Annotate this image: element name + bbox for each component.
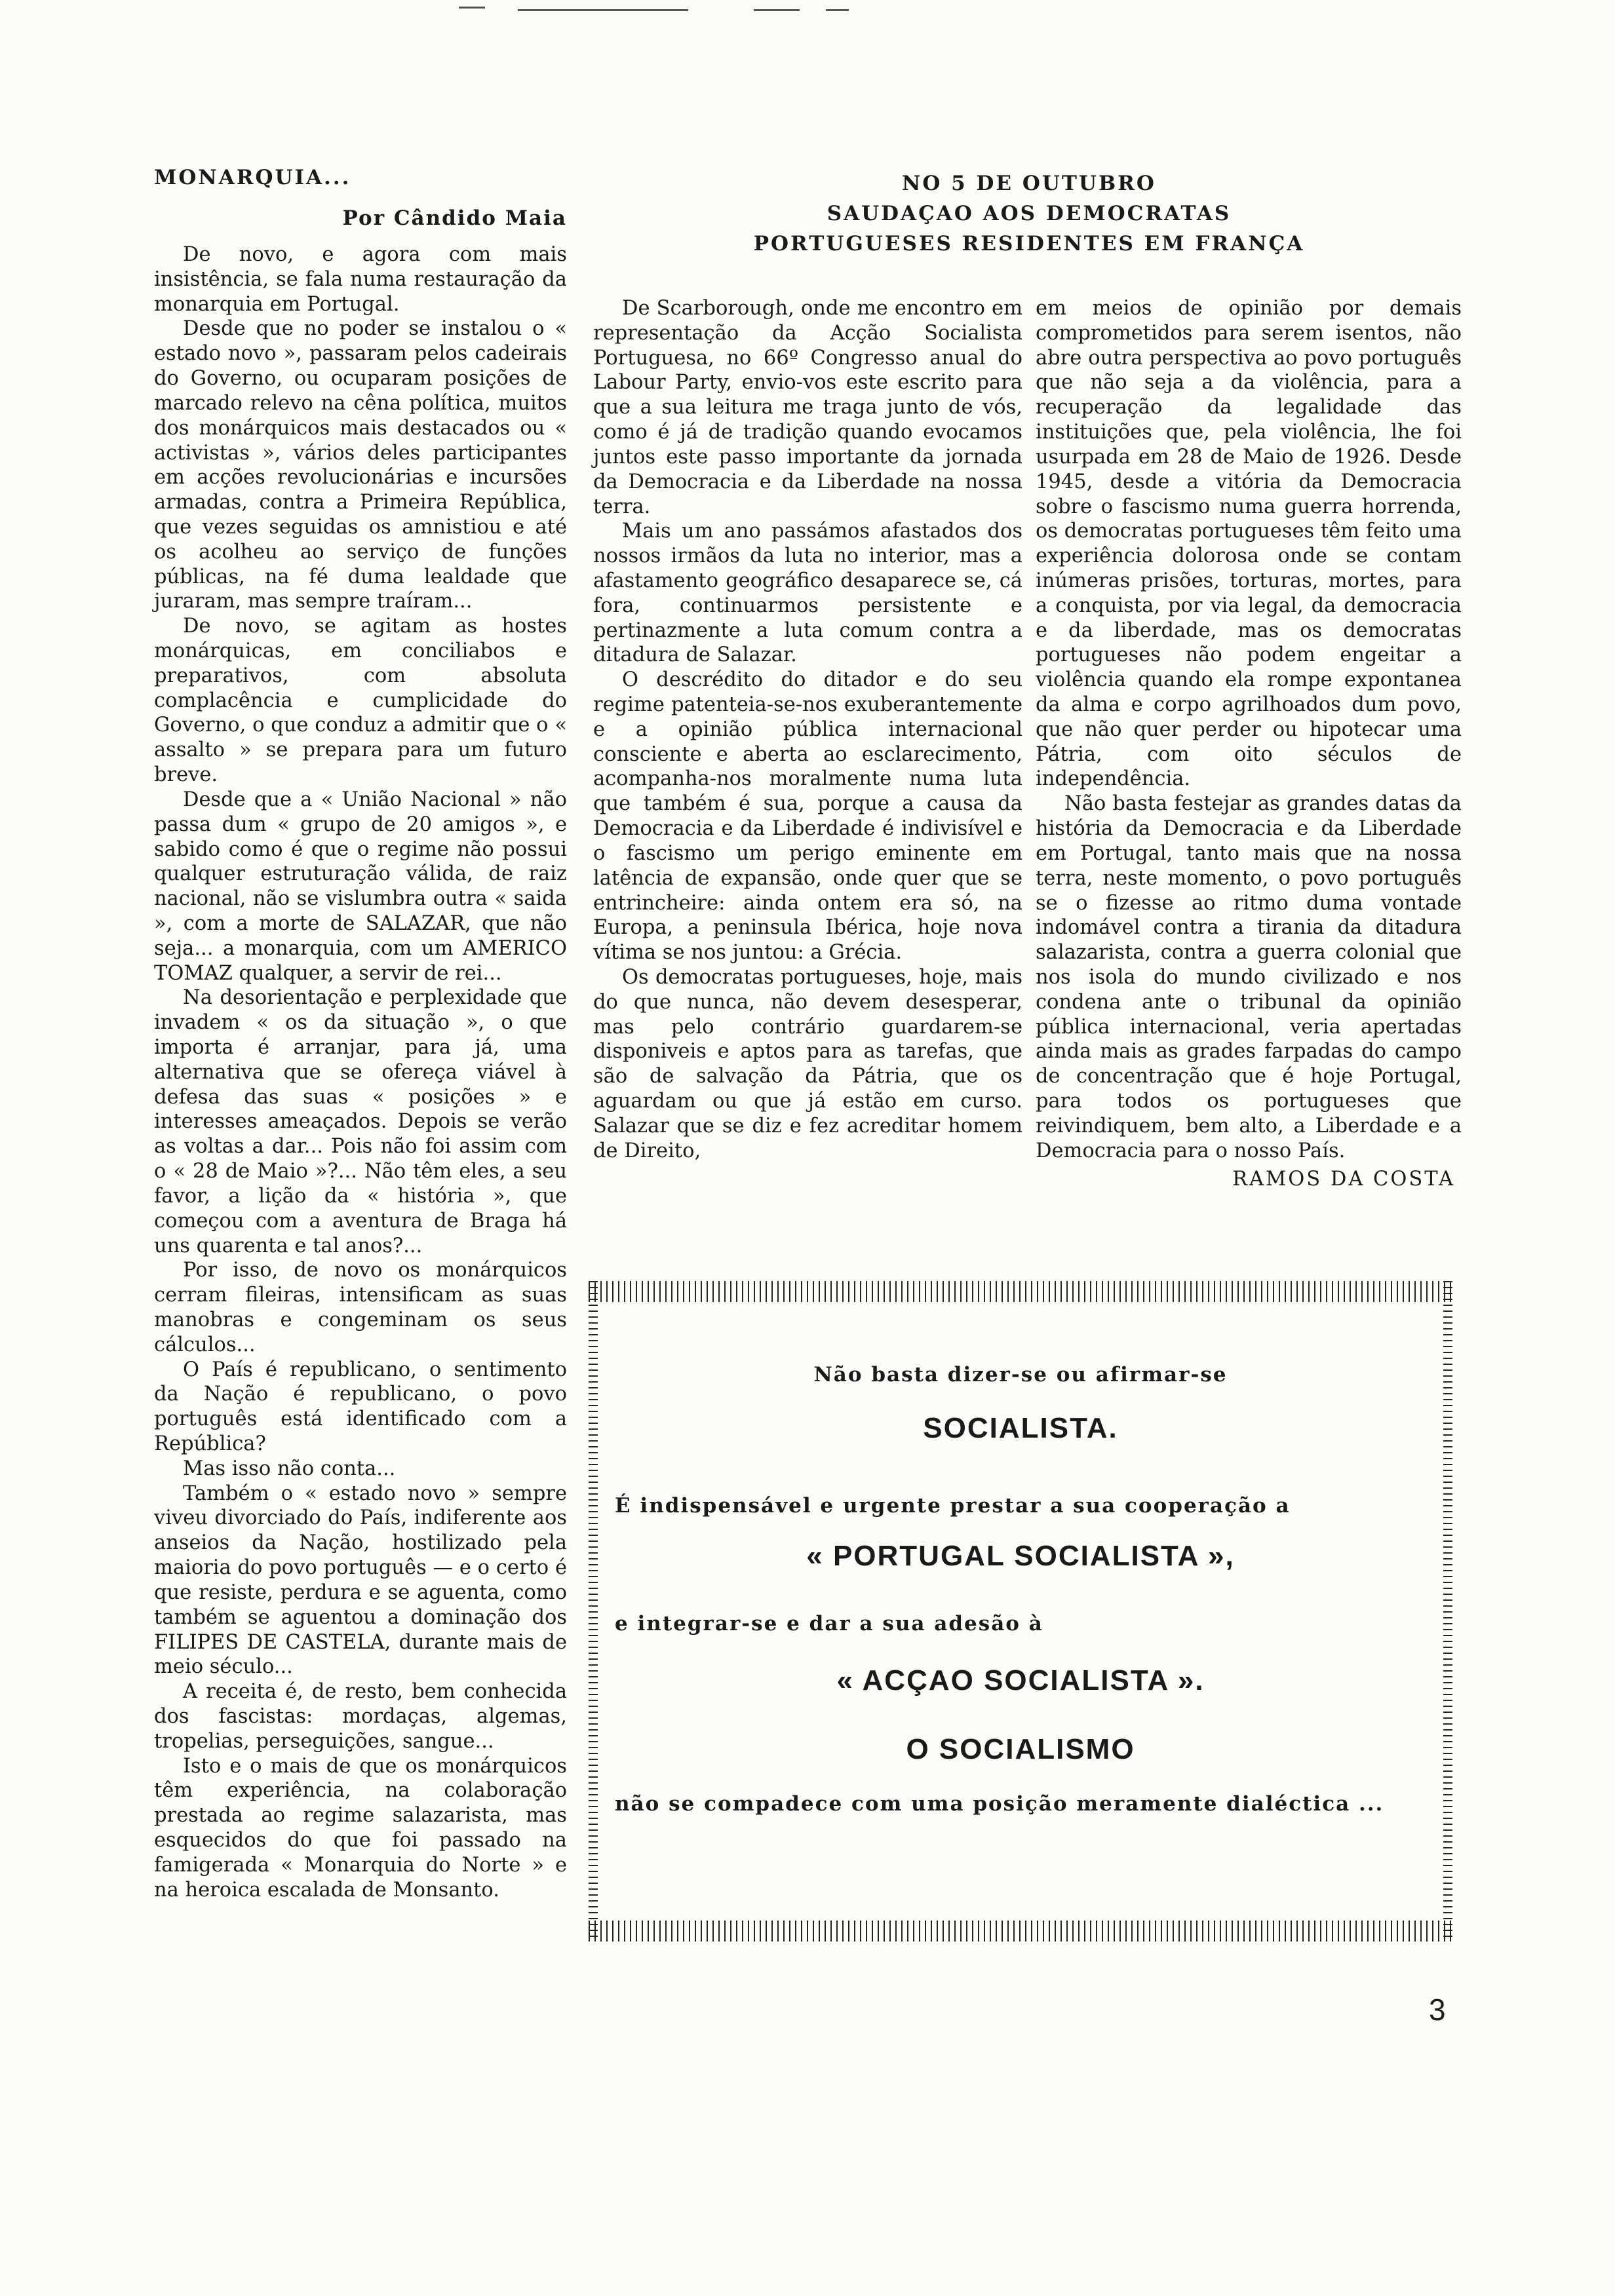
paragraph: Mais um ano passámos afastados dos nossos irmãos da luta no interior, mas a afastamento geográfico desaparece se, cá fora, continuarmos persistente e pertinazmente a luta comum contra a ditadura de Salazar. — [593, 520, 1022, 667]
paragraph: Mas isso não conta... — [183, 1457, 396, 1480]
ad-border-right — [1443, 1281, 1452, 1942]
paragraph: Na desorientação e perplexidade que invadem « os da situação », o que importa é arranjar, para já, uma alternativa que se ofereça viável à defesa das suas « posições » e interesses ameaçados. Depois se verão as voltas a dar... Pois não foi assim com o « 28 de Maio »?... Não têm eles, a seu favor, a lição da « história », que começou com a aventura de Braga há uns quarenta e tal anos?... — [154, 986, 567, 1257]
article-body — [154, 242, 567, 1902]
article-byline: Por Cândido Maia — [342, 206, 567, 230]
paragraph: De novo, se agitam as hostes monárquicas, em conciliabos e preparativos, com absoluta complacência e cumplicidade do Governo, o que conduz a admitir que o « assalto » se prepara para um futuro breve. — [154, 615, 567, 787]
title-line: NO 5 DE OUTUBRO — [902, 172, 1156, 195]
paragraph: De Scarborough, onde me encontro em representação da Acção Socialista Portuguesa, no 66º Congresso anual do Labour Party, envio-vos este escrito para que a sua leitura me traga junto de vós, como é já de tradição quando evocamos juntos este passo importante da jornada da Democracia e da Liberdade na nossa terra. — [593, 297, 1022, 518]
ad-heading: O SOCIALISMO — [906, 1733, 1135, 1765]
article-saudacao-column-b — [1036, 296, 1462, 1192]
ad-line: É indispensável e urgente prestar a sua cooperação a — [615, 1494, 1291, 1518]
ad-line: e integrar-se e dar a sua adesão à — [615, 1612, 1043, 1636]
paragraph: Não basta festejar as grandes datas da história da Democracia e da Liberdade em Portugal, tanto mais que na nossa terra, neste momento, o povo português se o fizesse ao ritmo duma vontade indomável contra a tirania da ditadura salazarista, contra a guerra colonial que nos isola do mundo civilizado e nos condena ante o tribunal da opinião pública internacional, veria apertadas ainda mais as grades farpadas do campo de concentração que é hoje Portugal, para todos os portugueses que reivindiquem, bem alto, a Liberdade e a Democracia para o nosso País. — [1036, 792, 1462, 1162]
ad-heading: SOCIALISTA. — [923, 1412, 1118, 1444]
ad-border-left — [589, 1281, 598, 1942]
paragraph: Os democratas portugueses, hoje, mais do que nunca, não devem desesperar, mas pelo contrário guardarem-se disponiveis e aptos para as tarefas, que são de salvação da Pátria, que os aguardam ou que já estão em curso. Salazar que se diz e fez acreditar homem de Direito, — [593, 965, 1022, 1162]
paragraph: Isto e o mais de que os monárquicos têm experiência, na colaboração prestada ao regime salazarista, mas esquecidos do que foi passado na famigerada « Monarquia do Norte » e na heroica escalada de Monsanto. — [154, 1754, 567, 1902]
paragraph: Por isso, de novo os monárquicos cerram fileiras, intensificam as suas manobras e congeminam os seus cálculos... — [154, 1259, 567, 1356]
paragraph: em meios de opinião por demais comprometidos para serem isentos, não abre outra perspectiva ao povo português que não seja a da violência, para a recuperação da legalidade das instituições que, pela violência, lhe foi usurpada em 28 de Maio de 1926. Desde 1945, desde a vitória da Democracia sobre o fascismo numa guerra horrenda, os democratas portugueses têm feito uma experiência dolorosa onde se contam inúmeras prisões, torturas, mortes, para a conquista, por via legal, da democracia e da liberdade, mas os democratas portugueses não podem engeitar a violência quando ela rompe expontanea da alma e corpo agrilhoados dum povo, que não quer perder ou hipotecar uma Pátria, com oito séculos de independência. — [1036, 297, 1462, 791]
article-signature: RAMOS DA COSTA — [1232, 1168, 1455, 1191]
paragraph: O País é republicano, o sentimento da Nação é republicano, o povo português está identificado com a República? — [154, 1358, 567, 1455]
paragraph: Também o « estado novo » sempre viveu divorciado do País, indiferente aos anseios da Nação, hostilizado pela maioria do povo português — e o certo é que resiste, perdura e se aguenta, como também se aguentou a dominação dos FILIPES DE CASTELA, durante mais de meio século... — [154, 1482, 567, 1679]
title-line: PORTUGUESES RESIDENTES EM FRANÇA — [753, 231, 1305, 256]
paragraph: O descrédito do ditador e do seu regime patenteia-se-nos exuberantemente e a opinião pública internacional consciente e aberta ao esclarecimento, acompanha-nos moralmente numa luta que também é sua, porque a causa da Democracia e da Liberdade é indivisível e o fascismo um perigo eminente em latência de expansão, onde quer que se entrincheire: ainda ontem era só, na Europa, a peninsula Ibérica, hoje nova vítima se nos juntou: a Grécia. — [593, 668, 1022, 965]
paragraph: Desde que no poder se instalou o « estado novo », passaram pelos cadeirais do Governo, ou ocuparam posições de marcado relevo na cêna política, muitos dos monárquicos mais destacados ou « activistas », vários deles participantes em acções revolucionárias e incursões armadas, contra a Primeira República, que vezes seguidas os amnistiou e até os acolheu ao serviço de funções públicas, na fé duma lealdade que juraram, mas sempre traíram... — [154, 317, 567, 613]
article-saudacao-title — [747, 169, 1311, 259]
page-number: 3 — [1429, 1993, 1446, 2027]
ad-heading: « ACÇAO SOCIALISTA ». — [836, 1664, 1205, 1696]
ad-line: não se compadece com uma posição meramente dialéctica ... — [615, 1792, 1384, 1816]
paragraph: A receita é, de resto, bem conhecida dos fascistas: mordaças, algemas, tropelias, perseguições, sangue... — [154, 1680, 567, 1753]
paragraph: Desde que a « União Nacional » não passa dum « grupo de 20 amigos », e sabido como é que o regime não possui qualquer estruturação válida, de raiz nacional, não se vislumbra outra « saida », com a morte de SALAZAR, que não seja... a monarquia, com um AMERICO TOMAZ qualquer, a servir de rei... — [154, 788, 567, 985]
paragraph: De novo, e agora com mais insistência, se fala numa restauração da monarquia em Portugal. — [154, 243, 567, 316]
ad-border-top — [589, 1281, 1452, 1302]
article-title: MONARQUIA... — [154, 166, 351, 189]
ad-heading: « PORTUGAL SOCIALISTA », — [806, 1540, 1235, 1572]
article-saudacao-column-a — [593, 296, 1022, 1163]
top-scan-marks — [459, 0, 983, 26]
ad-line: Não basta dizer-se ou afirmar-se — [813, 1363, 1228, 1387]
ad-border-bottom — [589, 1921, 1452, 1942]
socialist-ad-box — [589, 1281, 1452, 1942]
title-line: SAUDAÇAO AOS DEMOCRATAS — [827, 201, 1232, 225]
